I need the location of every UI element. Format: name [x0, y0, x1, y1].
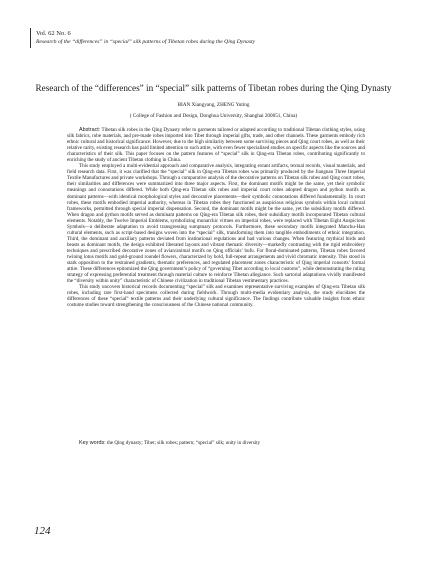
abstract-label: Abstract:	[79, 127, 101, 133]
abstract-paragraph-1	[67, 127, 365, 163]
running-head	[36, 30, 396, 46]
affiliation: ( College of Fashion and Design, Donghua University, Shanghai 200051, China)	[129, 113, 298, 119]
authors: BIAN Xiangyang, ZHENG Yuting	[177, 102, 250, 108]
abstract-paragraph-3: This study uncovers historical records documenting “special” silk and examines representative surviving examples of Qing-era Tibetan silk robes, including rare first-hand specimens collected during fieldwork. Through multi-media evidentiary analysis, the study elucidates the differences of these “special” textile patterns and their underlying cultural significance. The findings contribute valuable insights from ethnic costume studies toward strengthening the consciousness of the Chinese national community.	[67, 284, 365, 309]
abstract-text-1: Tibetan silk robes in the Qing Dynasty refer to garments tailored or adapted according to traditional Tibetan clothing styles, using silk fabrics, robe materials, and pre-made robes imported into Tibet through imperial gifts, trade, and other channels. These garments embody rich ethnic cultural and historical significance. However, due to the high similarity between some surviving pieces and Qing court robes, as well as their relative rarity, existing research has paid limited attention to such attire, with even fewer specialized studies on specific aspects like the sources and characteristics of their silk. This paper focuses on the pattern features of “special” silk in Qing-era Tibetan robes, contributing significantly to enriching the study of ancient Tibetan clothing in China.	[67, 127, 365, 164]
abstract	[67, 127, 365, 308]
page-number: 124	[34, 525, 51, 537]
keywords	[79, 440, 369, 446]
keywords-label: Key words:	[79, 440, 106, 446]
running-title: Research of the “differences” in “special” silk patterns of Tibetan robes during the Qing Dynasty	[36, 39, 256, 45]
keywords-text: the Qing dynasty; Tibet; silk robes; pattern; “special” silk; unity in diversity	[106, 440, 261, 446]
article-title: Research of the “differences” in “special” silk patterns of Tibetan robes during the Qing Dynasty	[35, 83, 392, 93]
volume-issue: Vol. 62 No. 6	[36, 30, 71, 37]
abstract-paragraph-2: This study employed a multi-evidential approach and comparative analysis, integrating extant artifacts, textual records, visual materials, and field research data. First, it was clarified that the “special” silk in Qing-era Tibetan robes was primarily produced by the Jiangnan Three Imperial Textile Manufactures and private workshops. Through a comparative analysis of the decorative patterns on Tibetan silk robes and Qing court robes, their similarities and differences were summarized into three major aspects. First, the dominant motifs might be the same, yet their symbolic meanings and connotations differed. While both Qing-era Tibetan silk robes and imperial court robes adopted dragon and python motifs as dominant patterns—with identical morphological styles and decorative placements—their symbolic connotations differed fundamentally. In court robes, these motifs embodied imperial authority, whereas in Tibetan robes they functioned as auspicious religious symbols within local cultural frameworks, permitted through special imperial dispensation. Second, the dominant motifs might be the same, yet the subsidiary motifs differed. When dragon and python motifs served as dominant patterns on Qing-era Tibetan silk robes, their subsidiary motifs incorporated Tibetan cultural elements. Notably, the Twelve Imperial Emblems, symbolizing monarchic virtues on imperial robes, were replaced with Tibetan Eight Auspicious Symbols—a deliberate adaptation to avoid transgressing sumptuary protocols. Furthermore, these secondary motifs integrated Manchu-Han cultural elements, such as script-based designs woven into the “special” silk, transforming them into tangible embodiments of ethnic integration. Third, the dominant and auxiliary patterns deviated from institutional regulations and had various changes. When featuring mythical birds and beasts as dominant motifs, the design exhibited liberated layouts and vibrant thematic diversity—markedly contrasting with the rigid embroidery techniques and prescribed decorative zones of avian/animal motifs on Qing officials’ bufu. For floral-dominated patterns, Tibetan robes favored twining lotus motifs and gold-ground roundel flowers, characterized by bold, full-repeat arrangements and vivid chromatic intensity. This stood in stark opposition to the restrained gradients, thematic preferences, and regulated placement zones characteristic of Qing imperial consorts’ formal attire. These differences epitomized the Qing government’s policy of “governing Tibet according to local customs”, while demonstrating the ruling strategy of expressing preferential treatment through material culture to reinforce Tibetan allegiance. Such sartorial adaptations vividly manifested the “diversity within unity” characteristic of Chinese civilization in traditional Tibetan vestimentary practices.	[67, 163, 365, 285]
running-head-rule	[30, 28, 31, 48]
